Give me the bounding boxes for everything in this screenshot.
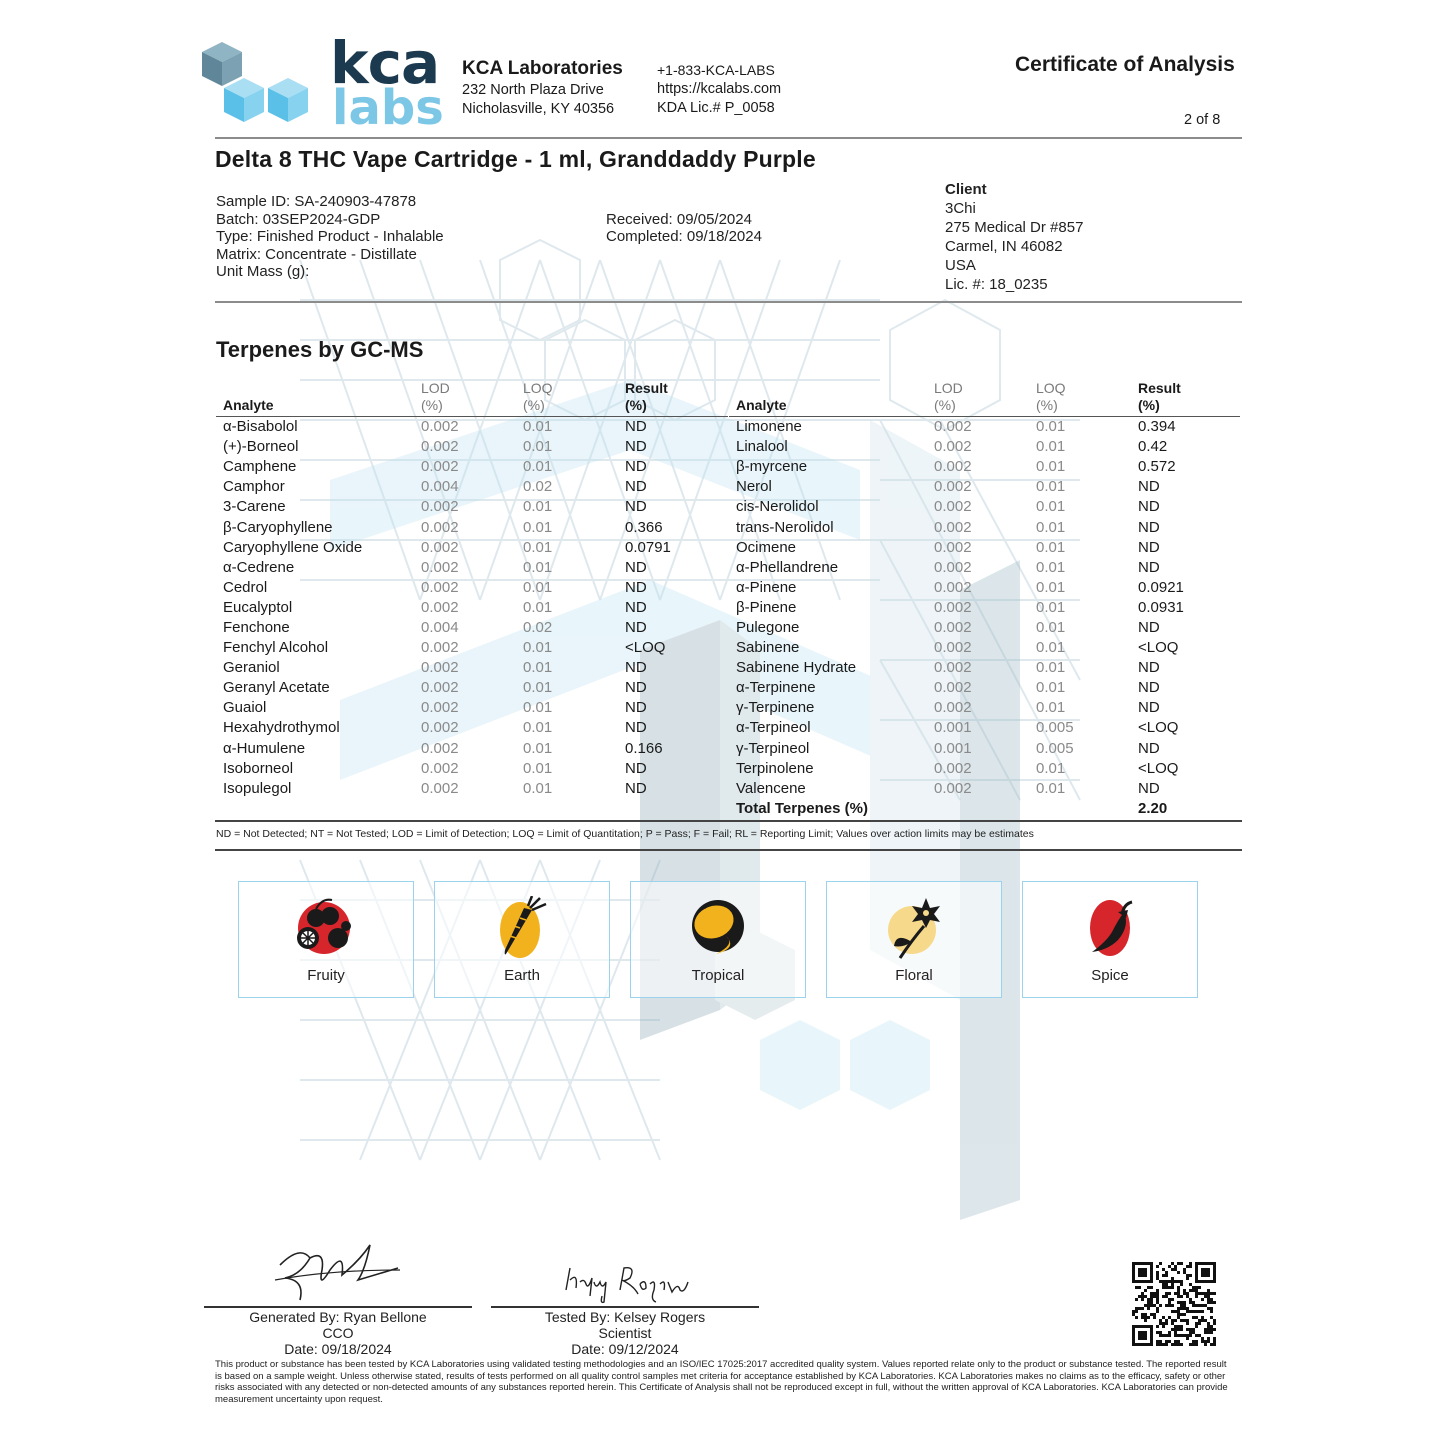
product-type: Type: Finished Product - Inhalable (216, 228, 444, 245)
lod-cell: 0.002 (934, 458, 972, 476)
result-header: Result (%) (625, 380, 728, 417)
loq-cell: 0.005 (1036, 719, 1074, 737)
loq-cell: 0.01 (523, 659, 553, 677)
analyte-cell: Isopulegol (223, 779, 292, 797)
flavor-floral (826, 881, 1002, 998)
loq-cell: 0.01 (1036, 618, 1066, 636)
result-cell: 0.0921 (1138, 578, 1184, 596)
lab-name: KCA Laboratories (462, 58, 623, 79)
logo-kca-text: kca (330, 29, 440, 97)
lod-cell: 0.002 (421, 779, 459, 797)
analyte-cell: Sabinene Hydrate (736, 659, 857, 677)
result-cell: 0.572 (1138, 458, 1176, 476)
analyte-cell: α-Phellandrene (736, 558, 839, 576)
section-title: Terpenes by GC-MS (216, 337, 424, 362)
result-cell: <LOQ (1138, 719, 1179, 737)
result-cell: ND (1138, 659, 1160, 677)
result-header: Result (%) (1138, 380, 1240, 417)
table-row (216, 658, 728, 678)
result-cell: ND (625, 618, 647, 636)
flavor-fruity (238, 881, 414, 998)
lod-cell: 0.002 (421, 498, 459, 516)
loq-cell: 0.01 (1036, 679, 1066, 697)
kca-logo-cubes-icon (200, 40, 315, 130)
result-cell: ND (625, 578, 647, 596)
signature-line-tested (491, 1306, 759, 1308)
result-cell: <LOQ (1138, 639, 1179, 657)
flavor-label: Earth (504, 967, 540, 984)
loq-cell: 0.01 (1036, 478, 1066, 496)
table-row (729, 558, 1240, 578)
result-cell: 0.166 (625, 739, 663, 757)
signature-line-generated (204, 1306, 472, 1308)
table-row (216, 779, 728, 799)
generated-by-name: Generated By: Ryan Bellone (249, 1309, 427, 1325)
analyte-cell: Fenchyl Alcohol (223, 639, 329, 657)
analyte-cell: Isoborneol (223, 759, 294, 777)
sample-id: Sample ID: SA-240903-47878 (216, 193, 417, 210)
result-cell: ND (625, 478, 647, 496)
signature-kelsey-rogers (560, 1260, 695, 1305)
analyte-cell: γ-Terpinene (736, 699, 815, 717)
analyte-cell: Pulegone (736, 618, 800, 636)
loq-cell: 0.01 (523, 418, 553, 436)
result-cell: ND (625, 438, 647, 456)
lod-cell: 0.002 (934, 478, 972, 496)
loq-cell: 0.02 (523, 618, 553, 636)
lod-cell: 0.002 (934, 578, 972, 596)
table-row (729, 638, 1240, 658)
table-row (729, 457, 1240, 477)
lod-cell: 0.002 (934, 759, 972, 777)
table-row (729, 497, 1240, 517)
table-row (216, 417, 728, 438)
terpenes-table-right (729, 380, 1240, 819)
lod-cell: 0.004 (421, 618, 459, 636)
result-cell: ND (1138, 518, 1160, 536)
matrix: Matrix: Concentrate - Distillate (216, 246, 417, 263)
qr-code-icon[interactable] (1132, 1262, 1216, 1346)
lod-header: LOD (%) (934, 380, 1036, 417)
disclaimer: This product or substance has been tested by KCA Laboratories using validated testing methodologies and an ISO/IEC 17025:2017 accredited quality system. Values reported relate only to the product or substance tested. The reported result is based on a sample weight. Unless otherwise stated, results of tests performed on all quality control samples met criteria for acceptance established by KCA Laboratories. KCA Laboratories makes no claims as to the efficacy, safety or other risks associated with any detected or non-detected amounts of any substances reported herein. This Certificate of Analysis shall not be reproduced except in full, without the written approval of KCA Laboratories. KCA Laboratories can provide measurement uncertainty upon request. (215, 1359, 1228, 1405)
result-cell: ND (625, 498, 647, 516)
loq-cell: 0.01 (1036, 558, 1066, 576)
lod-cell: 0.001 (934, 739, 972, 757)
received-date: Received: 09/05/2024 (606, 211, 752, 228)
table-row (216, 538, 728, 558)
lab-website[interactable]: https://kcalabs.com (657, 81, 782, 97)
lod-cell: 0.002 (934, 639, 972, 657)
table-row (729, 678, 1240, 698)
loq-cell: 0.01 (1036, 779, 1066, 797)
lod-cell: 0.002 (934, 538, 972, 556)
lod-cell: 0.002 (934, 679, 972, 697)
result-cell: ND (1138, 739, 1160, 757)
table-row (216, 759, 728, 779)
flower-icon (882, 896, 946, 960)
table-row (729, 779, 1240, 799)
flavor-label: Floral (895, 967, 933, 984)
analyte-cell: γ-Terpineol (736, 739, 810, 757)
analyte-cell: Camphor (223, 478, 285, 496)
table-row (729, 517, 1240, 537)
flavor-label: Spice (1091, 967, 1129, 984)
loq-header: LOQ (%) (523, 380, 625, 417)
document-title: Certificate of Analysis (1015, 53, 1235, 76)
loq-cell: 0.01 (1036, 418, 1066, 436)
result-cell: ND (625, 458, 647, 476)
pepper-icon (1078, 896, 1142, 960)
analyte-cell: Valencene (736, 779, 806, 797)
loq-cell: 0.01 (523, 719, 553, 737)
result-cell: 0.394 (1138, 418, 1176, 436)
total-label: Total Terpenes (%) (736, 799, 868, 817)
lab-license: KDA Lic.# P_0058 (657, 100, 775, 116)
table-row (216, 739, 728, 759)
analyte-cell: α-Terpinene (736, 679, 816, 697)
batch: Batch: 03SEP2024-GDP (216, 211, 381, 228)
lod-cell: 0.002 (421, 538, 459, 556)
client-country: USA (945, 257, 976, 274)
table-row (729, 477, 1240, 497)
lod-cell: 0.004 (421, 478, 459, 496)
lod-cell: 0.002 (421, 518, 459, 536)
loq-cell: 0.01 (1036, 498, 1066, 516)
table-row (216, 618, 728, 638)
table-header-row (729, 380, 1240, 417)
carrot-icon (490, 896, 554, 960)
completed-date: Completed: 09/18/2024 (606, 228, 762, 245)
table-row (216, 638, 728, 658)
abbreviations-footnote: ND = Not Detected; NT = Not Tested; LOD = Limit of Detection; LOQ = Limit of Quantitation; P = Pass; F = Fail; RL = Reporting Limit; Values over action limits may be estimates (216, 828, 1034, 840)
analyte-cell: Sabinene (736, 639, 800, 657)
fruit-icon (294, 896, 358, 960)
tested-by-name: Tested By: Kelsey Rogers (544, 1309, 706, 1325)
result-cell: ND (1138, 699, 1160, 717)
loq-cell: 0.01 (523, 779, 553, 797)
loq-cell: 0.01 (1036, 578, 1066, 596)
lod-cell: 0.002 (421, 598, 459, 616)
analyte-cell: Limonene (736, 418, 802, 436)
client-city: Carmel, IN 46082 (945, 238, 1063, 255)
table-row (216, 477, 728, 497)
loq-cell: 0.01 (523, 518, 553, 536)
analyte-cell: Geraniol (223, 659, 280, 677)
loq-cell: 0.01 (1036, 659, 1066, 677)
table-row (729, 698, 1240, 718)
result-cell: <LOQ (1138, 759, 1179, 777)
result-cell: <LOQ (625, 639, 666, 657)
loq-cell: 0.01 (1036, 699, 1066, 717)
result-cell: ND (1138, 618, 1160, 636)
table-row (216, 457, 728, 477)
result-cell: ND (1138, 558, 1160, 576)
lab-address-line2: Nicholasville, KY 40356 (462, 101, 615, 117)
logo-labs-text: labs (332, 80, 444, 136)
table-row (729, 437, 1240, 457)
client-street: 275 Medical Dr #857 (945, 219, 1084, 236)
lod-cell: 0.002 (934, 518, 972, 536)
result-cell: ND (625, 719, 647, 737)
flavor-tropical (630, 881, 806, 998)
result-cell: ND (625, 598, 647, 616)
result-cell: 0.42 (1138, 438, 1168, 456)
analyte-cell: Guaiol (223, 699, 267, 717)
result-cell: ND (625, 418, 647, 436)
loq-cell: 0.01 (523, 639, 553, 657)
table-row (216, 718, 728, 738)
product-title: Delta 8 THC Vape Cartridge - 1 ml, Granddaddy Purple (215, 146, 816, 172)
lod-header: LOD (%) (421, 380, 523, 417)
table-row (216, 678, 728, 698)
flavor-label: Fruity (307, 967, 345, 984)
lod-cell: 0.002 (934, 699, 972, 717)
flavor-label: Tropical (691, 967, 745, 984)
loq-cell: 0.01 (1036, 518, 1066, 536)
analyte-cell: α-Humulene (223, 739, 306, 757)
loq-cell: 0.01 (523, 538, 553, 556)
lod-cell: 0.002 (934, 598, 972, 616)
lod-cell: 0.002 (934, 618, 972, 636)
lod-cell: 0.002 (421, 578, 459, 596)
table-row (729, 618, 1240, 638)
analyte-cell: Terpinolene (736, 759, 814, 777)
loq-cell: 0.01 (523, 699, 553, 717)
page-number: 2 of 8 (1184, 112, 1221, 128)
analyte-cell: Linalool (736, 438, 788, 456)
loq-cell: 0.01 (523, 679, 553, 697)
result-cell: ND (1138, 538, 1160, 556)
result-cell: ND (1138, 498, 1160, 516)
table-row (216, 698, 728, 718)
lod-cell: 0.002 (421, 739, 459, 757)
loq-cell: 0.01 (523, 558, 553, 576)
analyte-cell: Eucalyptol (223, 598, 293, 616)
total-value: 2.20 (1138, 799, 1168, 817)
lod-cell: 0.002 (934, 438, 972, 456)
table-row (216, 578, 728, 598)
analyte-cell: α-Bisabolol (223, 418, 298, 436)
table-header-row (216, 380, 728, 417)
loq-cell: 0.02 (523, 478, 553, 496)
result-cell: 0.0931 (1138, 598, 1184, 616)
table-row (216, 558, 728, 578)
loq-cell: 0.01 (523, 759, 553, 777)
lod-cell: 0.002 (934, 659, 972, 677)
result-cell: ND (1138, 478, 1160, 496)
analyte-cell: trans-Nerolidol (736, 518, 834, 536)
footnote-divider (215, 849, 1242, 851)
client-label: Client (945, 181, 987, 198)
analyte-cell: β-Pinene (736, 598, 797, 616)
analyte-cell: Geranyl Acetate (223, 679, 330, 697)
tested-by-date: Date: 09/12/2024 (571, 1341, 679, 1357)
result-cell: 0.0791 (625, 538, 671, 556)
analyte-cell: Fenchone (223, 618, 290, 636)
lod-cell: 0.002 (421, 438, 459, 456)
result-cell: ND (625, 558, 647, 576)
table-row (216, 437, 728, 457)
total-row (729, 799, 1240, 819)
analyte-cell: α-Terpineol (736, 719, 811, 737)
analyte-cell: (+)-Borneol (223, 438, 299, 456)
loq-cell: 0.01 (1036, 458, 1066, 476)
table-row (729, 718, 1240, 738)
table-row (216, 517, 728, 537)
analyte-cell: Camphene (223, 458, 297, 476)
result-cell: ND (625, 679, 647, 697)
empty-cell (1036, 799, 1138, 819)
analyte-cell: β-Caryophyllene (223, 518, 333, 536)
analyte-header: Analyte (729, 380, 934, 417)
lod-cell: 0.002 (421, 719, 459, 737)
lab-phone: +1-833-KCA-LABS (657, 62, 775, 78)
table-row (216, 598, 728, 618)
loq-cell: 0.01 (1036, 598, 1066, 616)
loq-cell: 0.01 (523, 458, 553, 476)
table-row (729, 598, 1240, 618)
loq-cell: 0.01 (1036, 639, 1066, 657)
lod-cell: 0.002 (934, 418, 972, 436)
analyte-cell: cis-Nerolidol (736, 498, 819, 516)
generated-by-role: CCO (322, 1325, 354, 1341)
table-row (729, 538, 1240, 558)
lod-cell: 0.001 (934, 719, 972, 737)
tested-by-role: Scientist (598, 1325, 652, 1341)
loq-cell: 0.01 (523, 598, 553, 616)
analyte-cell: Ocimene (736, 538, 797, 556)
loq-cell: 0.01 (523, 438, 553, 456)
result-cell: ND (1138, 779, 1160, 797)
lod-cell: 0.002 (421, 458, 459, 476)
analyte-cell: α-Cedrene (223, 558, 295, 576)
analyte-cell: Hexahydrothymol (223, 719, 340, 737)
generated-by-date: Date: 09/18/2024 (284, 1341, 392, 1357)
result-cell: 0.366 (625, 518, 663, 536)
table-row (729, 759, 1240, 779)
lod-cell: 0.002 (421, 418, 459, 436)
lod-cell: 0.002 (934, 498, 972, 516)
loq-cell: 0.01 (523, 578, 553, 596)
flavor-spice (1022, 881, 1198, 998)
loq-cell: 0.01 (1036, 438, 1066, 456)
lod-cell: 0.002 (421, 659, 459, 677)
table-row (729, 658, 1240, 678)
lab-address-line1: 232 North Plaza Drive (462, 82, 604, 98)
header-divider (215, 137, 1242, 139)
analyte-cell: Nerol (736, 478, 772, 496)
table-bottom-divider (215, 820, 1242, 822)
lod-cell: 0.002 (421, 639, 459, 657)
loq-cell: 0.01 (523, 498, 553, 516)
analyte-cell: 3-Carene (223, 498, 286, 516)
result-cell: ND (625, 659, 647, 677)
table-row (729, 578, 1240, 598)
lod-cell: 0.002 (421, 679, 459, 697)
client-license: Lic. #: 18_0235 (945, 276, 1048, 293)
result-cell: ND (625, 779, 647, 797)
product-divider (215, 301, 1242, 303)
analyte-cell: β-myrcene (736, 458, 808, 476)
flavor-earth (434, 881, 610, 998)
loq-cell: 0.01 (1036, 538, 1066, 556)
lod-cell: 0.002 (421, 558, 459, 576)
signature-ryan-bellone (270, 1240, 410, 1305)
unit-mass: Unit Mass (g): (216, 263, 310, 280)
table-row (729, 417, 1240, 438)
lod-cell: 0.002 (934, 779, 972, 797)
terpenes-table-left (216, 380, 728, 799)
table-row (729, 739, 1240, 759)
analyte-cell: α-Pinene (736, 578, 797, 596)
loq-cell: 0.01 (523, 739, 553, 757)
lod-cell: 0.002 (934, 558, 972, 576)
result-cell: ND (625, 759, 647, 777)
loq-cell: 0.005 (1036, 739, 1074, 757)
lod-cell: 0.002 (421, 759, 459, 777)
client-name: 3Chi (945, 200, 976, 217)
mango-icon (686, 896, 750, 960)
empty-cell (934, 799, 1036, 819)
result-cell: ND (1138, 679, 1160, 697)
generated-by-block (204, 1309, 472, 1357)
analyte-header: Analyte (216, 380, 421, 417)
analyte-cell: Caryophyllene Oxide (223, 538, 363, 556)
loq-header: LOQ (%) (1036, 380, 1138, 417)
lod-cell: 0.002 (421, 699, 459, 717)
loq-cell: 0.01 (1036, 759, 1066, 777)
result-cell: ND (625, 699, 647, 717)
tested-by-block (491, 1309, 759, 1357)
analyte-cell: Cedrol (223, 578, 268, 596)
table-row (216, 497, 728, 517)
